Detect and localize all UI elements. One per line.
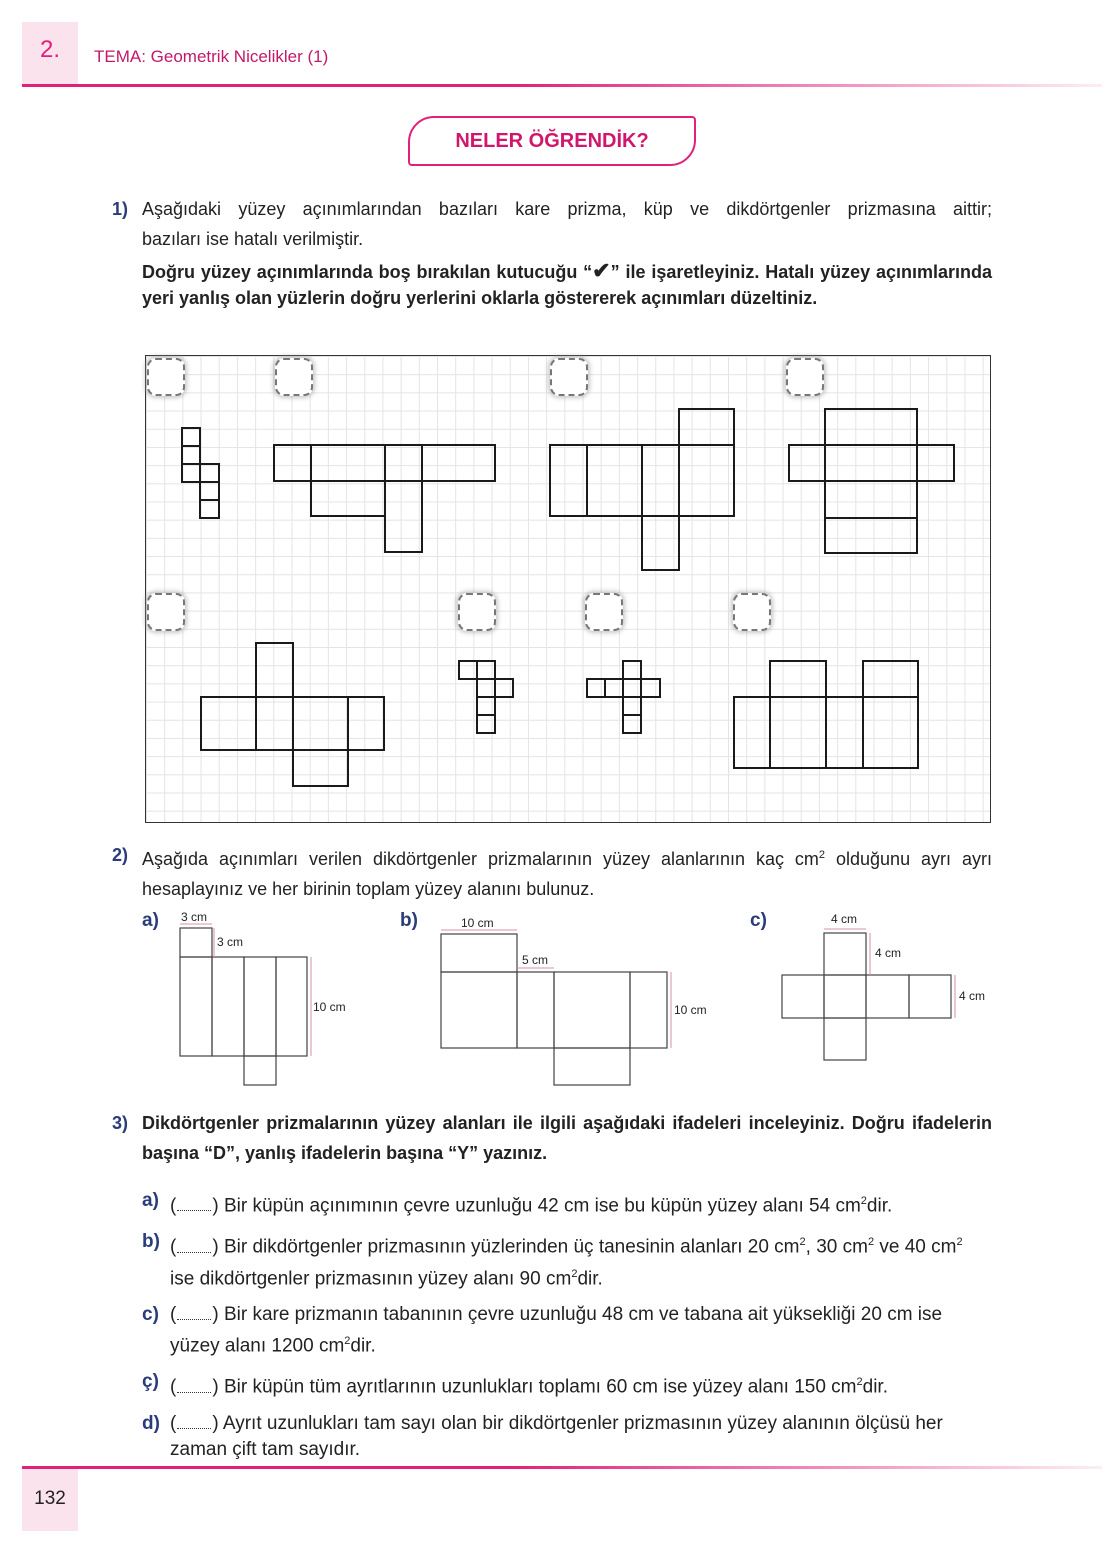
net-5-checkbox[interactable] — [147, 593, 185, 631]
q3-item-d-label: d) — [142, 1412, 160, 1434]
paren-close: ) — [212, 1412, 219, 1434]
theme-title: TEMA: Geometrik Nicelikler (1) — [94, 47, 329, 66]
net-3-checkbox[interactable] — [550, 358, 588, 396]
question-2-text — [142, 840, 992, 904]
q3-item-cc-label: ç) — [142, 1371, 159, 1393]
q3-item-c-post: dir. — [350, 1335, 376, 1357]
question-2-text-b: olduğunu ayrı ayrı hesaplayınız ve her birinin toplam yüzey alanını bulunuz. — [142, 849, 992, 899]
q3-item-b-mid3: ise dikdörtgenler prizmasının yüzey alanı 90 cm — [170, 1267, 572, 1289]
q3-item-a-text: Bir küpün açınımının çevre uzunluğu 42 cm ise bu küpün yüzey alanı 54 cm — [223, 1195, 861, 1217]
instruction-part2: ” ile işaretleyiniz. Hatalı yüzey açınımlarında yeri yanlış olan yüzlerin doğru yerlerini oklarla göstererek açınımları düzeltiniz. — [142, 262, 992, 308]
q3-item-a — [142, 1188, 992, 1219]
q3-item-b-post: dir. — [577, 1267, 603, 1289]
paren-open: ( — [170, 1412, 177, 1434]
question-2-sup: 2 — [818, 849, 826, 861]
net-3 — [550, 409, 734, 570]
q3-item-c-sup: 2 — [344, 1334, 351, 1347]
q2a-dim-top: 3 cm — [181, 910, 208, 924]
q3-item-cc-post: dir. — [862, 1376, 888, 1398]
q2c-dim-side: 4 cm — [875, 946, 902, 960]
paren-close: ) — [212, 1303, 219, 1325]
q2-part-a-label: a) — [142, 910, 159, 931]
header-divider — [22, 84, 1102, 87]
net-7-checkbox[interactable] — [585, 593, 623, 631]
net-4-checkbox[interactable] — [786, 358, 824, 396]
question-1-instruction — [142, 258, 992, 311]
footer-divider — [22, 1466, 1102, 1469]
net-7 — [587, 661, 660, 733]
q2b-dim-top: 10 cm — [461, 916, 494, 930]
q2c-dim-top: 4 cm — [831, 912, 858, 926]
net-2-checkbox[interactable] — [275, 358, 313, 396]
paren-close: ) — [212, 1236, 219, 1258]
net-8-checkbox[interactable] — [733, 593, 771, 631]
q3-item-a-label: a) — [142, 1190, 159, 1211]
net-8 — [734, 661, 918, 768]
q3-item-b-mid1: , 30 cm — [805, 1236, 868, 1258]
q2-part-b-label: b) — [400, 910, 418, 931]
q3-item-cc-text: Bir küpün tüm ayrıtlarının uzunlukları toplamı 60 cm ise yüzey alanı 150 cm — [223, 1376, 857, 1398]
q3-item-b-label: b) — [142, 1231, 160, 1253]
q3-item-c — [142, 1302, 992, 1359]
q3-item-b — [142, 1229, 992, 1292]
paren-close: ) — [212, 1195, 219, 1217]
q3-item-b-sup4: 2 — [571, 1267, 578, 1280]
paren-open: ( — [170, 1303, 177, 1325]
q3-item-b-sup: 2 — [799, 1236, 806, 1249]
q2-net-b — [430, 920, 690, 1090]
q2b-dim-height: 10 cm — [674, 1003, 707, 1017]
paren-close: ) — [212, 1376, 219, 1398]
q2a-dim-height: 10 cm — [313, 1000, 346, 1014]
net-2 — [274, 445, 495, 552]
q3-item-a-answer[interactable] — [177, 1196, 211, 1211]
q3-item-b-text: Bir dikdörtgenler prizmasının yüzlerinden üç tanesinin alanları 20 cm — [223, 1236, 800, 1258]
q2b-dim-side: 5 cm — [522, 953, 549, 967]
paren-open: ( — [170, 1236, 177, 1258]
q3-item-c-text: Bir kare prizmanın tabanının çevre uzunluğu 48 cm ve tabana ait yüksekliği 20 cm ise yüzey alanı 1200 cm — [170, 1303, 943, 1357]
net-4 — [789, 409, 954, 553]
q3-item-c-label: c) — [142, 1303, 159, 1325]
net-1 — [182, 428, 219, 518]
paren-open: ( — [170, 1195, 177, 1217]
nets-drawing — [145, 355, 991, 823]
q3-item-a-post: dir. — [866, 1195, 893, 1217]
net-6 — [459, 661, 513, 733]
net-5 — [201, 643, 384, 786]
q3-item-cc-sup: 2 — [856, 1376, 863, 1389]
question-1-line2: bazıları ise hatalı verilmiştir. — [142, 229, 364, 249]
page-number: 132 — [34, 1488, 66, 1509]
check-mark-icon: ✔ — [592, 258, 611, 283]
q2-part-c-label: c) — [750, 910, 767, 931]
question-3-title: Dikdörtgenler prizmalarının yüzey alanları ile ilgili aşağıdaki ifadeleri inceleyiniz. Doğru ifadelerin başına “D”, yanlış ifadelerin başına “Y” yazınız. — [142, 1113, 992, 1163]
question-2-number: 2) — [112, 845, 129, 865]
q3-item-d-text: Ayrıt uzunlukları tam sayı olan bir dikdörtgenler prizmasının yüzey alanının ölçüsü her zaman çift tam sayıdır. — [170, 1412, 943, 1460]
instruction-part1: Doğru yüzey açınımlarında boş bırakılan kutucuğu “ — [142, 262, 593, 282]
question-1-line1: Aşağıdaki yüzey açınımlarından bazıları kare prizma, küp ve dikdörtgenler prizmasına aittir; — [142, 199, 992, 219]
question-3-number: 3) — [112, 1113, 129, 1133]
q3-item-b-sup3: 2 — [956, 1236, 963, 1249]
q2c-dim-height: 4 cm — [959, 989, 986, 1003]
q3-item-cc — [142, 1369, 992, 1400]
net-6-checkbox[interactable] — [458, 593, 496, 631]
section-banner: NELER ÖĞRENDİK? — [408, 116, 696, 166]
question-1-number: 1) — [112, 199, 129, 219]
q3-item-b-mid2: ve 40 cm — [874, 1236, 957, 1258]
net-1-checkbox[interactable] — [147, 358, 185, 396]
q3-item-b-answer[interactable] — [177, 1238, 211, 1253]
chapter-number: 2. — [39, 36, 60, 63]
q3-item-cc-answer[interactable] — [177, 1378, 211, 1393]
paren-open: ( — [170, 1376, 177, 1398]
question-1-text — [142, 194, 992, 311]
question-2-text-a: Aşağıda açınımları verilen dikdörtgenler prizmalarının yüzey alanlarının kaç cm — [142, 849, 819, 869]
q3-item-b-sup2: 2 — [867, 1236, 875, 1249]
q3-item-a-sup: 2 — [860, 1195, 867, 1207]
q3-item-d — [142, 1411, 992, 1463]
q3-item-c-answer[interactable] — [177, 1305, 211, 1320]
q3-item-d-answer[interactable] — [177, 1414, 211, 1429]
q3-statements — [142, 1188, 992, 1463]
q2a-dim-side: 3 cm — [217, 935, 244, 949]
